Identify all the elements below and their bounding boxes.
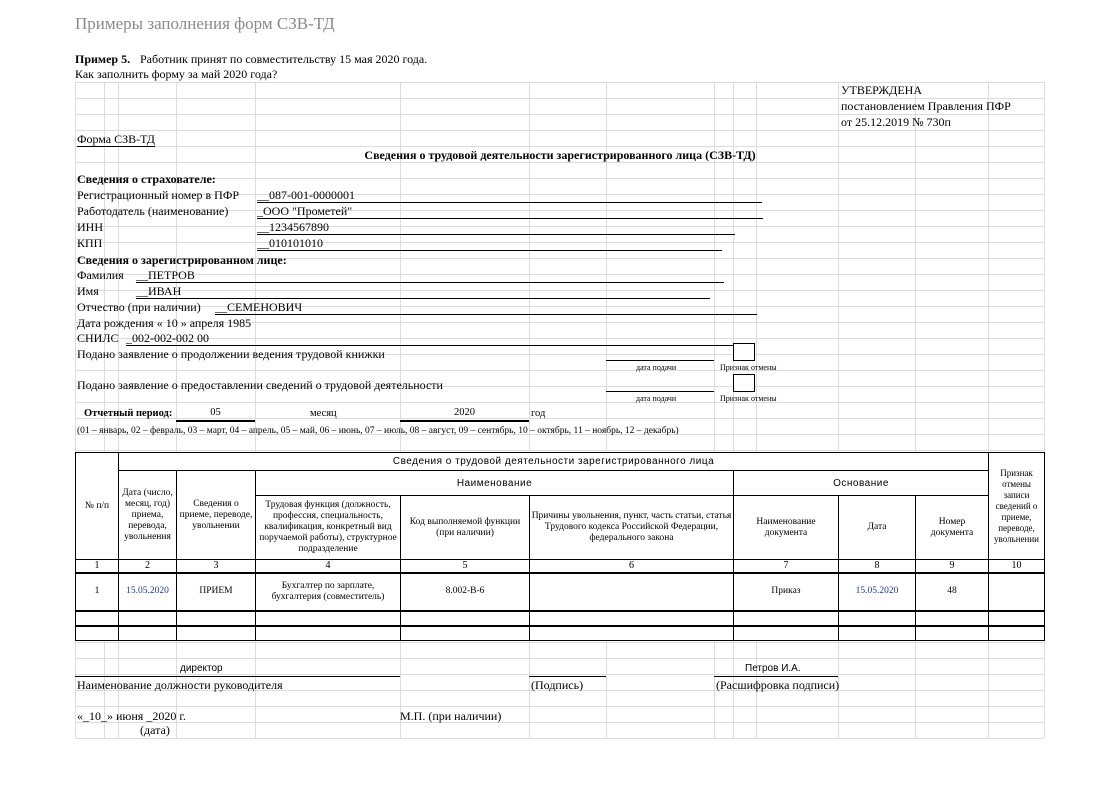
example-label: Пример 5. xyxy=(75,52,131,66)
period-year: 2020 xyxy=(400,406,529,422)
inn-value: __1234567890 xyxy=(257,220,735,235)
example-text: Работник принят по совместительству 15 мая 2020 года. xyxy=(140,52,428,66)
signer-name: Петров И.А. xyxy=(745,663,801,674)
snils-value: _002-002-002 00 xyxy=(126,331,752,346)
period-legend: (01 – январь, 02 – февраль, 03 – март, 04 – апрель, 05 – май, 06 – июнь, 07 – июль, 08 – август, 09 – сентябрь, 10 – октябрь, 11 – ноябрь, 12 – декабрь) xyxy=(77,426,679,436)
table-cell xyxy=(530,611,734,626)
header-group: Сведения о трудовой деятельности зарегистрированного лица xyxy=(119,453,989,471)
table-cell xyxy=(839,611,916,626)
table-row xyxy=(76,611,1045,626)
patronymic-label: Отчество (при наличии) xyxy=(77,300,201,314)
column-number: 6 xyxy=(530,560,734,573)
name-caption: (Расшифровка подписи) xyxy=(716,678,840,692)
reg-number-value: __087-001-0000001 xyxy=(257,188,762,203)
table-cell xyxy=(401,626,530,641)
work-activity-table xyxy=(75,452,1045,641)
table-cell xyxy=(916,626,989,641)
column-number: 2 xyxy=(119,560,177,573)
header-reason: Причины увольнения, пункт, часть статьи, статья Трудового кодекса Российской Федерации, федерального закона xyxy=(530,496,734,560)
period-label: Отчетный период: xyxy=(84,408,173,419)
table-cell xyxy=(530,626,734,641)
header-date: Дата (число, месяц, год) приема, перевода, увольнения xyxy=(119,471,177,560)
header-cancel: Признак отмены записи сведений о приеме, переводе, увольнении xyxy=(989,453,1045,560)
page-title: Примеры заполнения форм СЗВ-ТД xyxy=(75,14,335,33)
insurer-heading: Сведения о страхователе: xyxy=(77,172,216,186)
table-row xyxy=(76,626,1045,641)
table-cell xyxy=(530,573,734,611)
surname-label: Фамилия xyxy=(77,268,124,282)
sign-date-caption: (дата) xyxy=(140,723,170,737)
form-title: Сведения о трудовой деятельности зарегистрированного лица (СЗВ-ТД) xyxy=(364,148,756,162)
header-code: Код выполняемой функции (при наличии) xyxy=(401,496,530,560)
birth-date: Дата рождения « 10 » апреля 1985 xyxy=(77,316,252,330)
approval-line3: от 25.12.2019 № 730п xyxy=(841,115,951,129)
table-cell: Приказ xyxy=(734,573,839,611)
cancel-caption: Признак отмены xyxy=(720,394,777,403)
signer-position: директор xyxy=(180,663,223,674)
table-row xyxy=(76,573,1045,611)
header-doc: Наименование документа xyxy=(734,496,839,560)
table-cell: Бухгалтер по зарплате, бухгалтерия (совместитель) xyxy=(256,573,401,611)
patronymic-value: __СЕМЕНОВИЧ xyxy=(215,300,757,315)
column-number: 4 xyxy=(256,560,401,573)
surname-value: __ПЕТРОВ xyxy=(136,268,724,283)
sign-line xyxy=(529,676,606,677)
column-number: 8 xyxy=(839,560,916,573)
table-cell: 15.05.2020 xyxy=(119,573,177,611)
header-info: Сведения о приеме, переводе, увольнении xyxy=(177,471,256,560)
kpp-value: __010101010 xyxy=(257,236,722,251)
table-cell xyxy=(256,626,401,641)
column-number: 9 xyxy=(916,560,989,573)
header-num: № п/п xyxy=(76,453,119,560)
table-cell xyxy=(177,611,256,626)
name-value: __ИВАН xyxy=(136,284,710,299)
table-cell: 48 xyxy=(916,573,989,611)
header-doc-num: Номер документа xyxy=(916,496,989,560)
table-cell xyxy=(76,611,119,626)
table-cell xyxy=(734,626,839,641)
column-number: 3 xyxy=(177,560,256,573)
table-cell xyxy=(989,573,1045,611)
date-caption: дата подачи xyxy=(636,394,677,403)
inn-label: ИНН xyxy=(77,220,103,234)
cancel-caption: Признак отмены xyxy=(720,363,777,372)
header-doc-date: Дата xyxy=(839,496,916,560)
table-cell xyxy=(839,626,916,641)
kpp-label: КПП xyxy=(77,236,103,250)
approval-line2: постановлением Правления ПФР xyxy=(841,99,1011,113)
header-function: Трудовая функция (должность, профессия, специальность, квалификация, конкретный вид поручаемой работы), структурное подразделение xyxy=(256,496,401,560)
application-cancel-checkbox[interactable] xyxy=(733,343,755,361)
header-basis: Основание xyxy=(734,471,989,496)
column-numbers-row xyxy=(76,560,1045,573)
form-label: Форма СЗВ-ТД xyxy=(77,132,155,146)
sign-caption: (Подпись) xyxy=(531,678,584,692)
table-cell xyxy=(256,611,401,626)
approval-line1: УТВЕРЖДЕНА xyxy=(841,83,923,97)
position-line xyxy=(75,676,400,677)
table-cell xyxy=(916,611,989,626)
column-number: 5 xyxy=(401,560,530,573)
period-month-label: месяц xyxy=(310,408,337,419)
table-cell xyxy=(401,611,530,626)
table-cell xyxy=(119,611,177,626)
period-year-label: год xyxy=(531,408,546,419)
table-cell xyxy=(989,611,1045,626)
column-number: 7 xyxy=(734,560,839,573)
sign-date: «_10_» июня _2020 г. xyxy=(77,709,186,723)
date-caption: дата подачи xyxy=(636,363,677,372)
table-cell: 8.002-В-6 xyxy=(401,573,530,611)
header-naming: Наименование xyxy=(256,471,734,496)
name-label: Имя xyxy=(77,284,99,298)
reg-number-label: Регистрационный номер в ПФР xyxy=(77,188,239,202)
employer-value: _ООО "Прометей" xyxy=(257,204,763,219)
table-cell: ПРИЕМ xyxy=(177,573,256,611)
application-cancel-checkbox[interactable] xyxy=(733,374,755,392)
application-workbook-text: Подано заявление о продолжении ведения трудовой книжки xyxy=(77,347,385,361)
stamp-caption: М.П. (при наличии) xyxy=(400,709,502,723)
column-number: 10 xyxy=(989,560,1045,573)
table-cell xyxy=(177,626,256,641)
table-cell: 15.05.2020 xyxy=(839,573,916,611)
position-caption: Наименование должности руководителя xyxy=(77,678,283,692)
table-cell xyxy=(119,626,177,641)
table-cell xyxy=(734,611,839,626)
application-info-text: Подано заявление о предоставлении сведений о трудовой деятельности xyxy=(77,378,443,392)
period-month: 05 xyxy=(176,406,255,422)
table-cell xyxy=(989,626,1045,641)
column-number: 1 xyxy=(76,560,119,573)
employer-label: Работодатель (наименование) xyxy=(77,204,229,218)
table-cell: 1 xyxy=(76,573,119,611)
table-cell xyxy=(76,626,119,641)
person-heading: Сведения о зарегистрированном лице: xyxy=(77,253,287,267)
snils-label: СНИЛС xyxy=(77,331,119,345)
example-question: Как заполнить форму за май 2020 года? xyxy=(75,67,278,81)
name-line xyxy=(714,676,838,677)
